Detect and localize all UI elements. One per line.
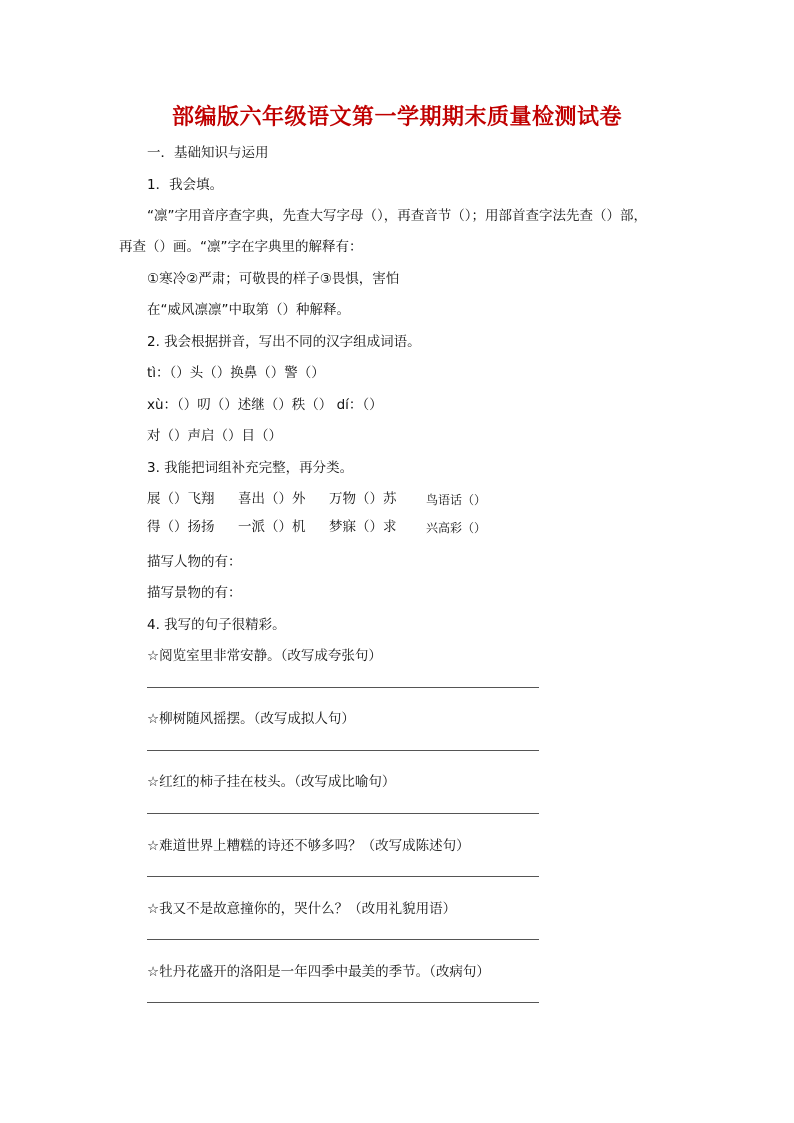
answer-line[interactable] <box>147 813 539 814</box>
q1-line-1: “凛”字用音序查字典，先查大写字母（），再查音节（）；用部首查字法先查（）部， <box>147 208 647 224</box>
q1-line-4: 在“威风凛凛”中取第（）种解释。 <box>147 302 350 318</box>
q3-heading: 3. 我能把词组补充完整，再分类。 <box>147 460 354 476</box>
q1-line-3: ①寒冷②严肃；可敬畏的样子③畏惧，害怕 <box>147 271 400 287</box>
page-title: 部编版六年级语文第一学期期末质量检测试卷 <box>171 104 622 130</box>
q3-phrase: 梦寐（）求 <box>329 519 397 535</box>
q3-phrase: 喜出（）外 <box>238 491 306 507</box>
q4-item-4: ☆难道世界上糟糕的诗还不够多吗？（改写成陈述句） <box>147 838 470 854</box>
q4-item-1: ☆阅览室里非常安静。（改写成夸张句） <box>147 648 382 664</box>
q3-phrase: 一派（）机 <box>238 519 306 535</box>
q2-line-2: xù：（）叨（）述继（）秩（） dí：（） <box>147 397 383 413</box>
q4-item-3: ☆红红的柿子挂在枝头。（改写成比喻句） <box>147 774 396 790</box>
q1-line-2: 再查（）画。“凛”字在字典里的解释有： <box>119 239 363 255</box>
q1-heading: 1．我会填。 <box>147 177 224 193</box>
q3-people-label: 描写人物的有： <box>147 554 242 570</box>
q4-item-6: ☆牡丹花盛开的洛阳是一年四季中最美的季节。（改病句） <box>147 964 490 980</box>
q4-heading: 4. 我写的句子很精彩。 <box>147 617 286 633</box>
q4-item-5: ☆我又不是故意撞你的，哭什么？（改用礼貌用语） <box>147 901 457 917</box>
q3-phrase: 兴高彩（） <box>426 521 487 535</box>
q3-phrase: 展（）飞翔 <box>147 491 215 507</box>
q3-phrase: 得（）扬扬 <box>147 519 215 535</box>
q3-phrase: 鸟语话（） <box>426 493 487 507</box>
section-heading: 一．基础知识与运用 <box>147 145 269 161</box>
answer-line[interactable] <box>147 1002 539 1003</box>
answer-line[interactable] <box>147 750 539 751</box>
answer-line[interactable] <box>147 687 539 688</box>
q3-scenery-label: 描写景物的有： <box>147 585 242 601</box>
q2-line-1: tì：（）头（）换鼻（）警（） <box>147 365 325 381</box>
q3-phrase: 万物（）苏 <box>329 491 397 507</box>
q2-line-3: 对（）声启（）目（） <box>147 428 282 444</box>
q4-item-2: ☆柳树随风摇摆。（改写成拟人句） <box>147 711 355 727</box>
answer-line[interactable] <box>147 939 539 940</box>
q2-heading: 2. 我会根据拼音，写出不同的汉字组成词语。 <box>147 334 421 350</box>
answer-line[interactable] <box>147 876 539 877</box>
